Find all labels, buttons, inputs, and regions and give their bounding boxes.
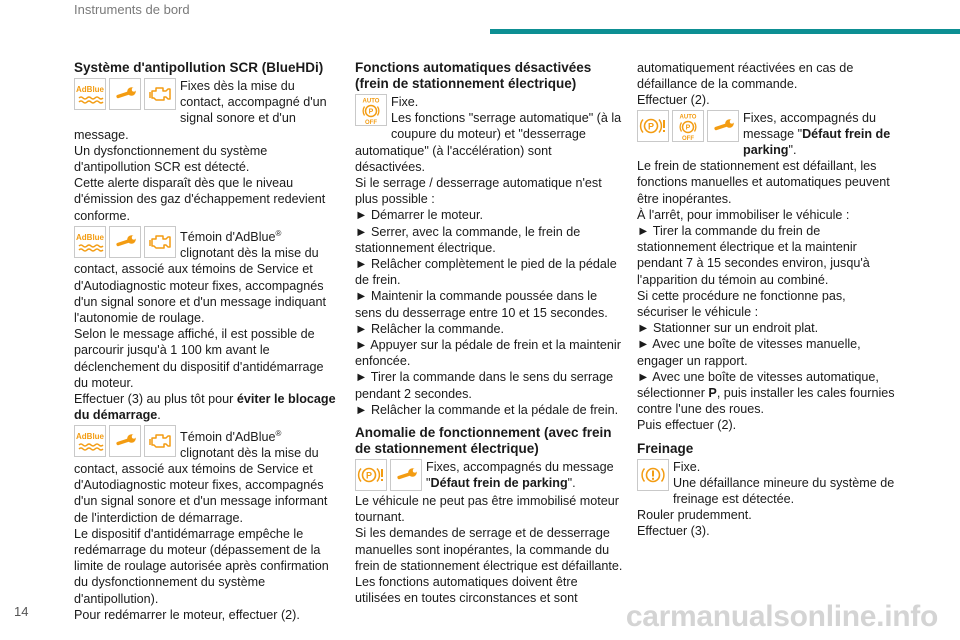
text: Témoin d'AdBlue — [180, 429, 276, 444]
paragraph: Pour redémarrer le moteur, effectuer (2). — [74, 607, 300, 622]
paragraph: automatiquement réactivées en cas de défaillance de la commande. — [637, 61, 854, 92]
wrench-icon — [109, 226, 141, 258]
paragraph: Selon le message affiché, il est possible de parcourir jusqu'à 1 100 km avant le déclenchement du dispositif d'antidémarrage du moteur. — [74, 327, 324, 390]
column-brake-failure — [637, 60, 899, 540]
brake-fault-icon — [637, 459, 669, 491]
indicator-icons — [355, 94, 387, 126]
text: clignotant dès la mise du contact, associé aux témoins de Service et d'Autodiagnostic moteur fixes, accompagnés d'un signal sonore et d'un message informant de l'interdiction de démarrage. — [74, 445, 328, 525]
indicator-icons — [74, 78, 176, 110]
engine-icon — [144, 425, 176, 457]
paragraph: Rouler prudemment. — [637, 508, 752, 523]
column-parking-brake — [355, 60, 623, 606]
svg-text:P: P — [685, 124, 691, 132]
text: ► Avec une boîte de vitesses automatique, sélectionner — [637, 369, 879, 401]
indicator-icons — [74, 226, 176, 258]
wrench-icon — [109, 425, 141, 457]
indicator-description: Fixe. — [673, 459, 701, 474]
text: clignotant dès la mise du contact, associé aux témoins de Service et d'Autodiagnostic moteur fixes, accompagnés d'un signal sonore et d'un message indiquant l'autonomie de roulage. — [74, 246, 326, 326]
step-item: ► Relâcher la commande et la pédale de frein. — [355, 402, 619, 417]
indicator-block-adblue-range — [74, 226, 336, 326]
paragraph: Les fonctions automatiques doivent être utilisées en toutes circonstances et sont — [355, 575, 578, 606]
step-item: ► Maintenir la commande poussée dans le sens du desserrage entre 10 et 15 secondes. — [355, 289, 608, 320]
bold-text: éviter le blocage du démarrage — [74, 392, 336, 423]
section-title-auto-disabled: Fonctions automatiques désactivées (frein de stationnement électrique) — [355, 60, 592, 91]
paragraph: Cette alerte disparaît dès que le niveau d'émission des gaz d'échappement redevient conforme. — [74, 176, 326, 223]
parking-brake-fault-icon — [355, 459, 387, 491]
engine-icon — [144, 78, 176, 110]
indicator-block-braking — [637, 459, 899, 508]
indicator-block-adblue-blocked — [74, 425, 336, 525]
wrench-icon — [109, 78, 141, 110]
step-item: ► Relâcher la commande. — [355, 321, 504, 336]
adblue-label: AdBlue — [76, 232, 104, 242]
adblue-label: AdBlue — [76, 85, 104, 94]
section-title-braking: Freinage — [637, 440, 694, 456]
text: Fixes, accompagnés du message " — [743, 110, 877, 141]
text: Fixes, accompagnés du message " — [426, 460, 614, 491]
indicator-block-scr-fixed — [74, 78, 336, 143]
paragraph: À l'arrêt, pour immobiliser le véhicule : — [637, 207, 850, 222]
paragraph: Puis effectuer (2). — [637, 418, 737, 433]
indicator-description: Fixe. — [391, 95, 419, 109]
page-number: 14 — [14, 604, 29, 619]
indicator-description — [426, 460, 614, 490]
column-scr-antipollution — [74, 60, 336, 623]
wrench-icon — [390, 459, 422, 491]
indicator-description: Fixes dès la mise du contact, accompagné d'un signal sonore et d'un message. — [74, 79, 327, 142]
indicator-icons — [637, 459, 669, 491]
auto-label: AUTO — [362, 98, 380, 105]
paragraph: Effectuer (3). — [637, 524, 710, 539]
section-title-scr: Système d'antipollution SCR (BlueHDi) — [74, 60, 324, 75]
text: ". — [788, 143, 797, 158]
adblue-icon — [74, 226, 106, 258]
paragraph: Le dispositif d'antidémarrage empêche le redémarrage du moteur (dépassement de la limite de roulage autorisée après confirmation du dysfonctionnement du système d'antipollution). — [74, 526, 329, 606]
svg-text:P: P — [647, 120, 655, 131]
step-item: ► Tirer la commande dans le sens du serrage pendant 2 secondes. — [355, 370, 614, 401]
adblue-icon — [74, 78, 106, 110]
adblue-icon — [74, 425, 106, 457]
text: Effectuer (3) au plus tôt pour — [74, 392, 237, 407]
off-label: OFF — [365, 120, 377, 125]
step-item — [637, 369, 899, 418]
paragraph: Les fonctions "serrage automatique" (à la coupure du moteur) et "desserrage automatique" (à l'accélération) sont désactivées. — [355, 111, 622, 174]
svg-text:P: P — [365, 470, 373, 481]
indicator-description — [743, 111, 890, 157]
paragraph: Le frein de stationnement est défaillant, les fonctions manuelles et automatiques peuvent être inopérantes. — [637, 159, 890, 206]
wrench-icon — [707, 110, 739, 142]
parking-brake-fault-icon — [637, 110, 669, 142]
paragraph: Si les demandes de serrage et de desserrage manuelles sont inopérantes, la commande du frein de stationnement électrique est défaillante. — [355, 526, 623, 573]
page-header — [0, 0, 960, 40]
text: . — [157, 408, 161, 423]
step-item: ► Tirer la commande du frein de stationnement électrique et la maintenir pendant 7 à 15 secondes environ, jusqu'à l'apparition du témoin au combiné. — [637, 224, 870, 287]
indicator-icons — [74, 425, 176, 457]
section-title-malfunction: Anomalie de fonctionnement (avec frein de stationnement électrique) — [355, 425, 612, 457]
off-label: OFF — [682, 135, 694, 141]
auto-off-brake-icon — [672, 110, 704, 142]
auto-off-brake-icon — [355, 94, 387, 126]
step-item: ► Démarrer le moteur. — [355, 208, 483, 223]
paragraph: Si cette procédure ne fonctionne pas, sécuriser le véhicule : — [637, 288, 846, 320]
engine-icon — [144, 226, 176, 258]
step-item: ► Serrer, avec la commande, le frein de stationnement électrique. — [355, 224, 581, 255]
indicator-icons — [637, 110, 739, 142]
adblue-label: AdBlue — [76, 432, 104, 442]
paragraph — [74, 391, 336, 423]
paragraph: Un dysfonctionnement du système d'antipollution SCR est détecté. — [74, 143, 268, 175]
paragraph: Si le serrage / desserrage automatique n'est plus possible : — [355, 176, 602, 207]
step-item: ► Avec une boîte de vitesses manuelle, engager un rapport. — [637, 337, 861, 368]
header-accent-bar — [490, 29, 960, 34]
paragraph: Effectuer (2). — [637, 93, 710, 108]
svg-text:P: P — [368, 108, 374, 116]
paragraph: Une défaillance mineure du système de freinage est détectée. — [673, 475, 895, 507]
paragraph: Le véhicule ne peut pas être immobilisé moteur tournant. — [355, 494, 619, 525]
bold-text: P — [708, 386, 717, 401]
watermark: carmanualsonline.info — [625, 600, 938, 633]
text: Témoin d'AdBlue — [180, 230, 276, 245]
auto-label: AUTO — [679, 114, 697, 121]
registered-mark: ® — [275, 228, 282, 238]
text: ". — [567, 476, 576, 491]
bold-text: Défaut frein de parking — [743, 126, 891, 158]
indicator-block-brake-fault — [355, 459, 623, 493]
step-item: ► Stationner sur un endroit plat. — [637, 321, 819, 336]
text: , puis installer les cales fournies contre l'une des roues. — [637, 386, 895, 417]
indicator-block-auto-off — [355, 94, 623, 175]
bold-text: Défaut frein de parking — [430, 476, 568, 491]
registered-mark: ® — [275, 428, 282, 438]
step-item: ► Relâcher complètement le pied de la pédale de frein. — [355, 257, 617, 288]
step-item: ► Appuyer sur la pédale de frein et la maintenir enfoncée. — [355, 338, 621, 369]
indicator-block-parking-brake-failed — [637, 110, 899, 159]
header-title: Instruments de bord — [74, 2, 190, 17]
indicator-icons — [355, 459, 422, 491]
